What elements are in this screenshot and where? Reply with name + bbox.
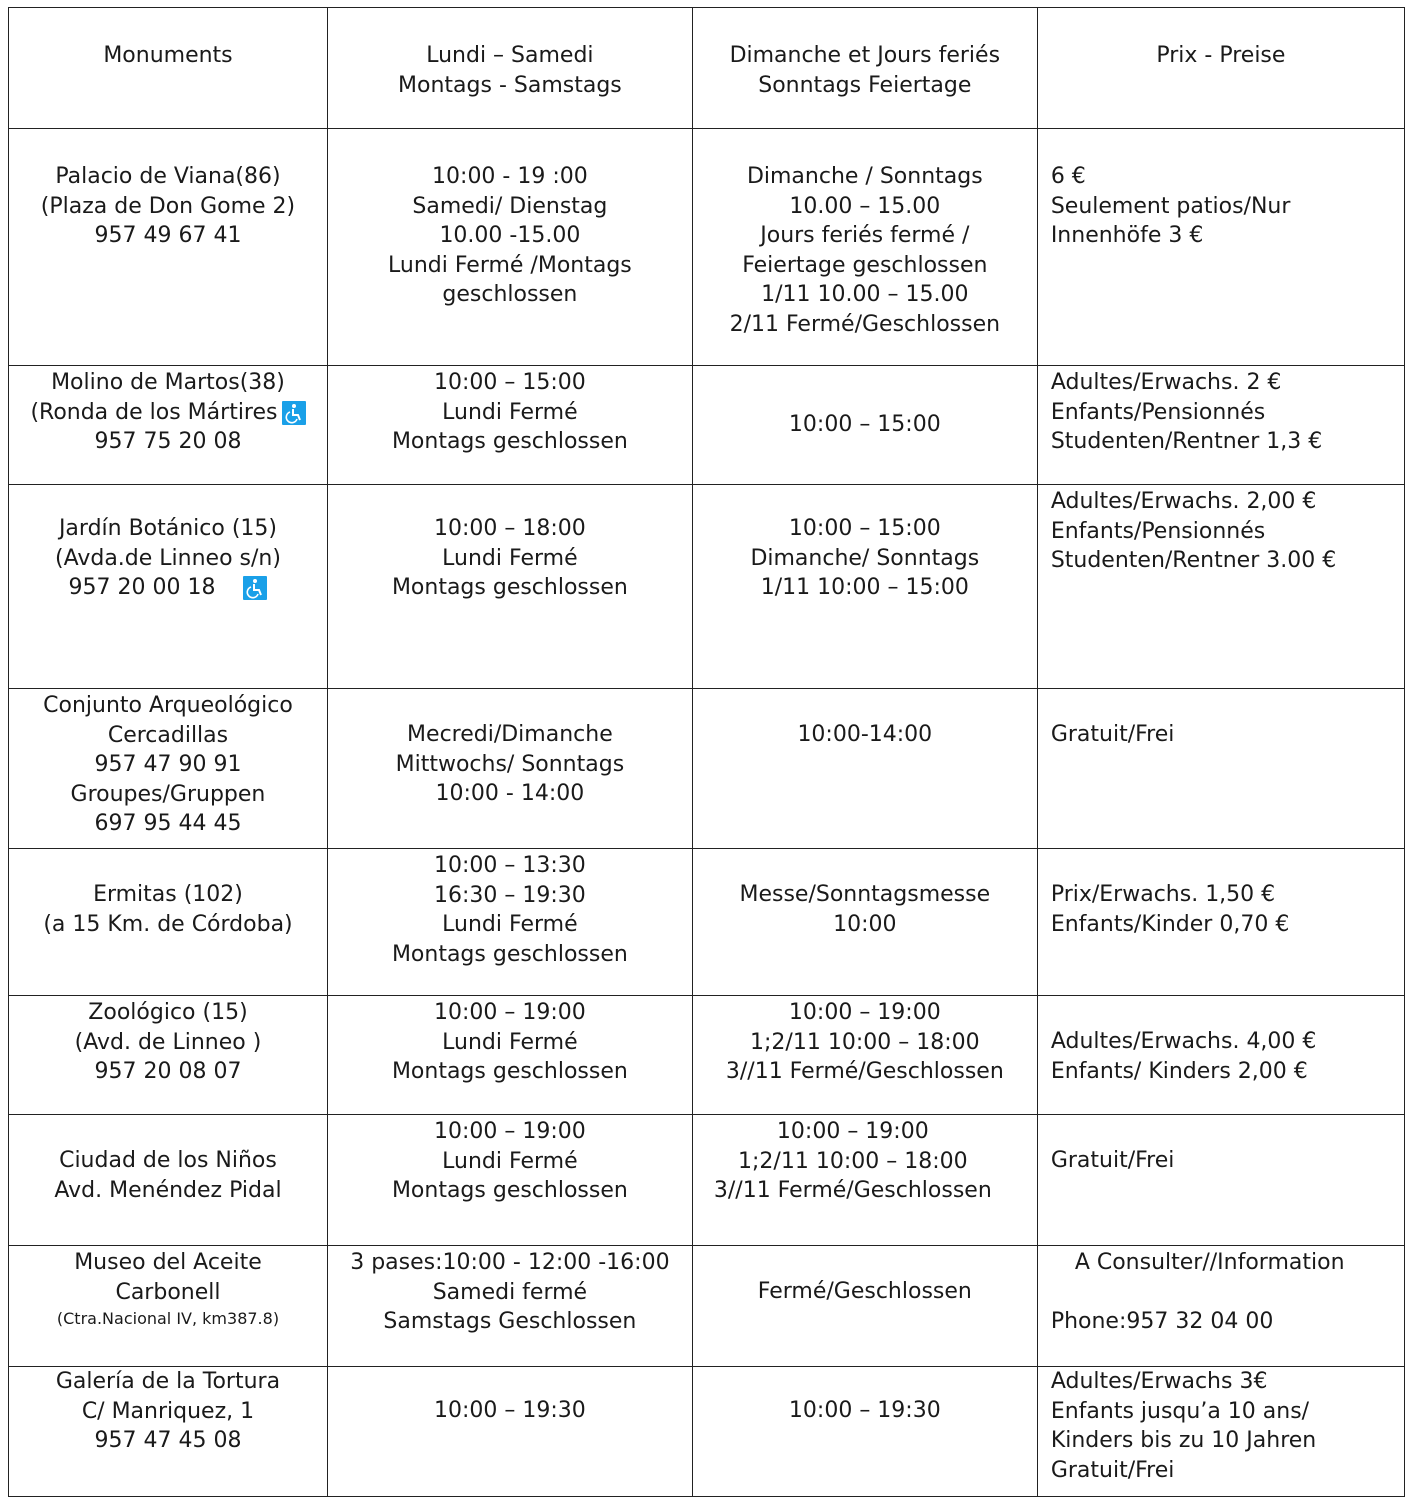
monument-cell: Conjunto Arqueológico Cercadillas 957 47 90 91 Groupes/Gruppen 697 95 44 45 (9, 689, 328, 849)
monument-cell: Ermitas (102) (a 15 Km. de Córdoba) (9, 849, 328, 996)
wheelchair-icon (282, 401, 306, 425)
table-row (9, 689, 1405, 849)
weekday-hours-cell: 10:00 - 19 :00 Samedi/ Dienstag 10.00 -15.00 Lundi Fermé /Montags geschlossen (327, 129, 692, 366)
monument-cell: Galería de la Tortura C/ Manriquez, 1 957 47 45 08 (9, 1367, 328, 1497)
price-cell: Adultes/Erwachs. 2 € Enfants/Pensionnés Studenten/Rentner 1,3 € (1037, 366, 1404, 485)
price-cell: 6 € Seulement patios/Nur Innenhöfe 3 € (1037, 129, 1404, 366)
sunday-hours-cell: 10:00 – 19:00 1;2/11 10:00 – 18:00 3//11 Fermé/Geschlossen (692, 996, 1037, 1115)
table-row (9, 849, 1405, 996)
monument-cell: Palacio de Viana(86) (Plaza de Don Gome 2) 957 49 67 41 (9, 129, 328, 366)
monument-cell: Zoológico (15) (Avd. de Linneo ) 957 20 08 07 (9, 996, 328, 1115)
weekday-hours-cell: 10:00 – 19:00 Lundi Fermé Montags geschlossen (327, 1115, 692, 1246)
monument-cell: Museo del Aceite Carbonell (Ctra.Nacional IV, km387.8) (9, 1246, 328, 1367)
sunday-hours-cell: Messe/Sonntagsmesse 10:00 (692, 849, 1037, 996)
price-cell: Adultes/Erwachs. 4,00 € Enfants/ Kinders 2,00 € (1037, 996, 1404, 1115)
header-row (9, 8, 1405, 129)
header-monuments: Monuments (9, 8, 328, 129)
table-row (9, 1246, 1405, 1367)
monument-cell: Molino de Martos(38) (Ronda de los Mártires 957 75 20 08 (9, 366, 328, 485)
weekday-hours-cell: 10:00 – 19:30 (327, 1367, 692, 1497)
table-row (9, 485, 1405, 689)
sunday-hours-cell: 10:00-14:00 (692, 689, 1037, 849)
weekday-hours-cell: 10:00 – 15:00 Lundi Fermé Montags geschlossen (327, 366, 692, 485)
table-row (9, 129, 1405, 366)
price-cell: Gratuit/Frei (1037, 689, 1404, 849)
price-cell: Adultes/Erwachs. 2,00 € Enfants/Pensionnés Studenten/Rentner 3.00 € (1037, 485, 1404, 689)
header-price: Prix - Preise (1037, 8, 1404, 129)
header-weekdays: Lundi – Samedi Montags - Samstags (327, 8, 692, 129)
price-cell: Prix/Erwachs. 1,50 € Enfants/Kinder 0,70 € (1037, 849, 1404, 996)
header-sundays: Dimanche et Jours feriés Sonntags Feiertage (692, 8, 1037, 129)
sunday-hours-cell: 10:00 – 19:30 (692, 1367, 1037, 1497)
weekday-hours-cell: 3 pases:10:00 - 12:00 -16:00 Samedi fermé Samstags Geschlossen (327, 1246, 692, 1367)
table-row (9, 1367, 1405, 1497)
sunday-hours-cell: 10:00 – 15:00 (692, 366, 1037, 485)
price-cell: A Consulter//Information Phone:957 32 04 00 (1037, 1246, 1404, 1367)
sunday-hours-cell: Dimanche / Sonntags 10.00 – 15.00 Jours feriés fermé / Feiertage geschlossen 1/11 10.00 – 15.00 2/11 Fermé/Geschlossen (692, 129, 1037, 366)
monuments-table (8, 7, 1405, 1497)
weekday-hours-cell: Mecredi/Dimanche Mittwochs/ Sonntags 10:00 - 14:00 (327, 689, 692, 849)
table-row (9, 1115, 1405, 1246)
price-cell: Gratuit/Frei (1037, 1115, 1404, 1246)
price-cell: Adultes/Erwachs 3€ Enfants jusqu’a 10 ans/ Kinders bis zu 10 Jahren Gratuit/Frei (1037, 1367, 1404, 1497)
weekday-hours-cell: 10:00 – 18:00 Lundi Fermé Montags geschlossen (327, 485, 692, 689)
sunday-hours-cell: 10:00 – 19:00 1;2/11 10:00 – 18:00 3//11 Fermé/Geschlossen (692, 1115, 1037, 1246)
sunday-hours-cell: 10:00 – 15:00 Dimanche/ Sonntags 1/11 10:00 – 15:00 (692, 485, 1037, 689)
table-row (9, 996, 1405, 1115)
wheelchair-icon (243, 576, 267, 600)
weekday-hours-cell: 10:00 – 19:00 Lundi Fermé Montags geschlossen (327, 996, 692, 1115)
weekday-hours-cell: 10:00 – 13:30 16:30 – 19:30 Lundi Fermé Montags geschlossen (327, 849, 692, 996)
sunday-hours-cell: Fermé/Geschlossen (692, 1246, 1037, 1367)
monument-cell: Ciudad de los Niños Avd. Menéndez Pidal (9, 1115, 328, 1246)
monument-cell: Jardín Botánico (15) (Avda.de Linneo s/n) 957 20 00 18 (9, 485, 328, 689)
table-row (9, 366, 1405, 485)
